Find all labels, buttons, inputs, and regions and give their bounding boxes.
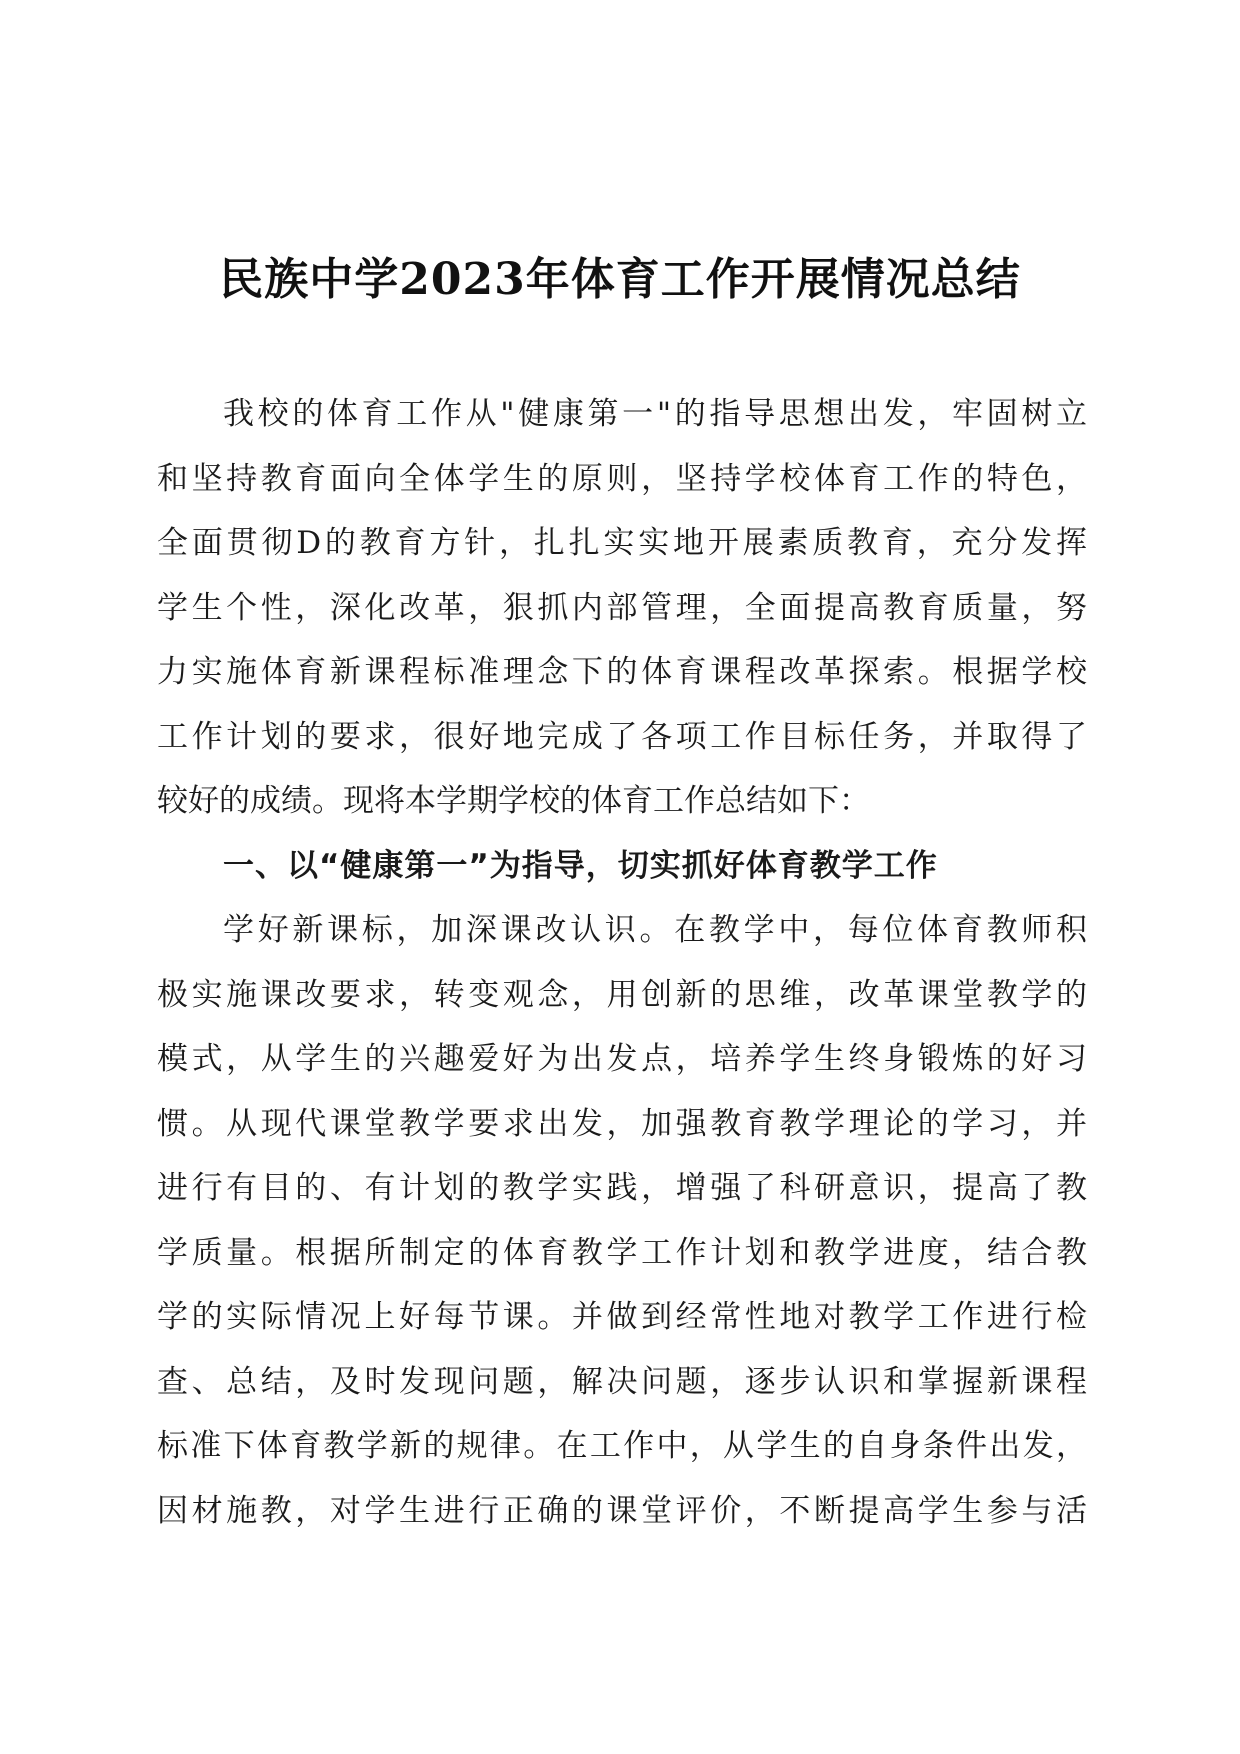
paragraph-line: 学生个性，深化改革，狠抓内部管理，全面提高教育质量，努 bbox=[157, 589, 1087, 626]
paragraph-line: 力实施体育新课程标准理念下的体育课程改革探索。根据学校 bbox=[157, 654, 1087, 690]
paragraph-line: 学质量。根据所制定的体育教学工作计划和教学进度，结合教 bbox=[157, 1234, 1087, 1271]
paragraph-line: 全面贯彻D的教育方针，扎扎实实地开展素质教育，充分发挥 bbox=[157, 525, 1087, 561]
paragraph-line: 标准下体育教学新的规律。在工作中，从学生的自身条件出发， bbox=[157, 1428, 1087, 1464]
paragraph-line: 和坚持教育面向全体学生的原则，坚持学校体育工作的特色， bbox=[157, 460, 1087, 497]
paragraph-line: 惯。从现代课堂教学要求出发，加强教育教学理论的学习，并 bbox=[157, 1105, 1087, 1142]
paragraph-line: 极实施课改要求，转变观念，用创新的思维，改革课堂教学的 bbox=[157, 976, 1087, 1013]
section-heading: 一、以“健康第一”为指导，切实抓好体育教学工作 bbox=[223, 847, 938, 884]
paragraph-line: 较好的成绩。现将本学期学校的体育工作总结如下： bbox=[157, 783, 870, 819]
document-body bbox=[157, 382, 1087, 1543]
paragraph-line: 因材施教，对学生进行正确的课堂评价，不断提高学生参与活 bbox=[157, 1492, 1087, 1529]
paragraph-line: 学好新课标，加深课改认识。在教学中，每位体育教师积 bbox=[223, 912, 1087, 948]
paragraph-line: 模式，从学生的兴趣爱好为出发点，培养学生终身锻炼的好习 bbox=[157, 1041, 1087, 1077]
paragraph-line: 工作计划的要求，很好地完成了各项工作目标任务，并取得了 bbox=[157, 718, 1087, 755]
paragraph-line: 查、总结，及时发现问题，解决问题，逐步认识和掌握新课程 bbox=[157, 1363, 1087, 1400]
document-title: 民族中学2023年体育工作开展情况总结 bbox=[219, 254, 1021, 305]
paragraph-line: 进行有目的、有计划的教学实践，增强了科研意识，提高了教 bbox=[157, 1170, 1087, 1206]
paragraph-line: 学的实际情况上好每节课。并做到经常性地对教学工作进行检 bbox=[157, 1299, 1087, 1335]
paragraph-line: 我校的体育工作从"健康第一"的指导思想出发，牢固树立 bbox=[223, 396, 1087, 432]
